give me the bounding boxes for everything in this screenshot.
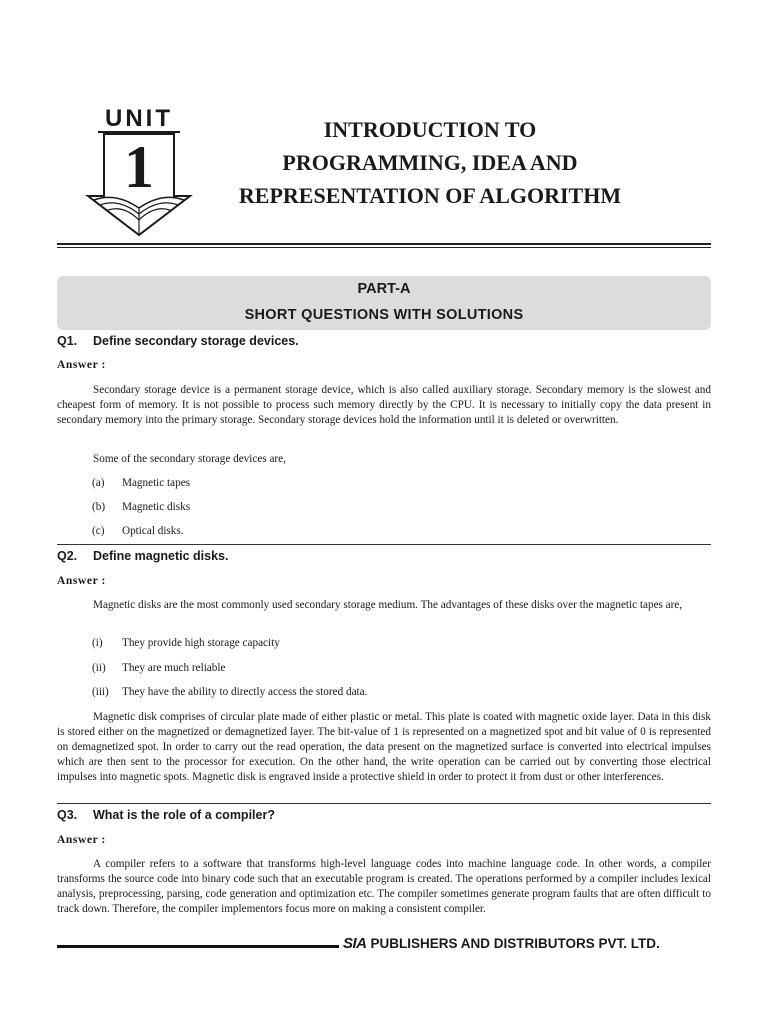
answer-label: Answer : — [57, 834, 106, 846]
paragraph: Secondary storage device is a permanent storage device, which is also called auxiliary storage. Secondary memory is the slowest and cheapest form of memory. It is not possible to process such memory directly by the CPU. It is necessary to initially copy the data present in secondary memory into the primary storage. Secondary storage devices hold the information until it is deleted or overwritten. — [57, 384, 711, 426]
divider — [57, 803, 711, 804]
list-item: (c) Optical disks. — [92, 525, 184, 537]
paragraph: Magnetic disk comprises of circular plate made of either plastic or metal. This plate is coated with magnetic oxide layer. Data in this disk is stored either on the magnetized or demagnetized layer. The bit-value of 1 is represented on a magnetized spot and bit value of 0 is represented on demagnetized spot. In order to carry out the read operation, the data present on the magnetized surface is converted into electrical impulses which are then sent to the processor for execution. On the other hand, the write operation can be carried out by converting those electrical impulses into magnetic spots. Magnetic disk is engraved inside a protective shield in order to protect it from dust or other interferences. — [57, 711, 711, 783]
list-item: (iii) They have the ability to directly access the stored data. — [92, 686, 368, 698]
unit-badge — [84, 104, 194, 236]
part-label: PART-A — [357, 281, 411, 297]
list-item: (b) Magnetic disks — [92, 501, 191, 513]
question-text: Define magnetic disks. — [93, 549, 229, 563]
title-line: PROGRAMMING, IDEA AND — [282, 150, 578, 175]
unit-label: UNIT — [105, 105, 173, 132]
question-2 — [57, 549, 228, 563]
unit-number: 1 — [124, 134, 154, 200]
list-item: (a) Magnetic tapes — [92, 477, 191, 489]
publisher-logo: SIA — [343, 935, 367, 952]
paragraph: Some of the secondary storage devices are, — [93, 453, 286, 465]
chapter-title — [205, 113, 655, 212]
part-heading: SHORT QUESTIONS WITH SOLUTIONS — [244, 307, 524, 323]
question-text: Define secondary storage devices. — [93, 334, 299, 348]
list-item: (ii) They are much reliable — [92, 662, 226, 674]
title-divider — [57, 243, 711, 248]
footer-rule — [57, 945, 339, 948]
publisher-footer — [343, 935, 660, 952]
question-number: Q3. — [57, 808, 78, 822]
divider — [57, 544, 711, 545]
title-line: REPRESENTATION OF ALGORITHM — [238, 183, 622, 208]
publisher-name: PUBLISHERS AND DISTRIBUTORS PVT. LTD. — [370, 936, 660, 951]
question-3 — [57, 808, 275, 822]
question-text: What is the role of a compiler? — [93, 808, 275, 822]
paragraph: A compiler refers to a software that transforms high-level language codes into machine language code. In other words, a compiler transforms the source code into binary code such that an executable program is created. The operations performed by a compiler includes lexical analysis, preprocessing, parsing, code generation and optimization etc. The compiler sometimes generate program faults that are often difficult to track down. Therefore, the compiler implementors focus more on making a consistent compiler. — [57, 858, 711, 915]
list-item: (i) They provide high storage capacity — [92, 637, 280, 649]
question-number: Q2. — [57, 549, 78, 563]
answer-label: Answer : — [57, 575, 106, 587]
title-line: INTRODUCTION TO — [323, 117, 537, 142]
part-header — [57, 276, 711, 330]
question-1 — [57, 334, 299, 348]
question-number: Q1. — [57, 334, 78, 348]
paragraph: Magnetic disks are the most commonly used secondary storage medium. The advantages of these disks over the magnetic tapes are, — [93, 599, 683, 611]
answer-label: Answer : — [57, 359, 106, 371]
